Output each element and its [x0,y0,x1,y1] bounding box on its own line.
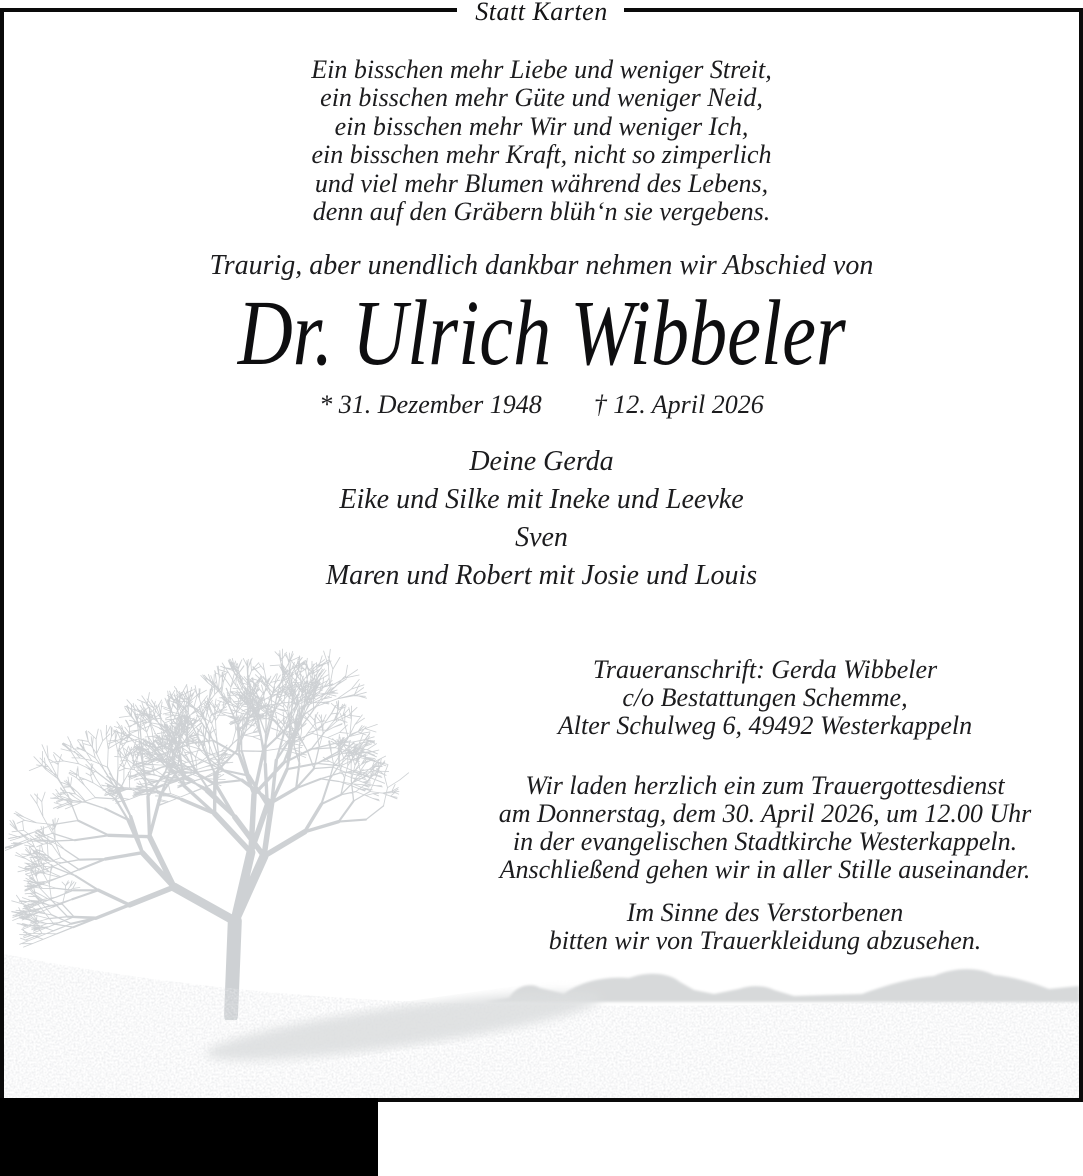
poem-line: Ein bisschen mehr Liebe und weniger Streit, [311,55,772,84]
poem [0,56,1083,226]
death-date: † 12. April 2026 [593,390,764,419]
service-line: in der evangelischen Stadtkirche Westerkappeln. [512,827,1018,856]
condolence-address [440,656,1083,740]
mourner-line: Sven [515,522,568,553]
attire-line: Im Sinne des Verstorbenen [626,898,904,927]
mourner-line: Deine Gerda [469,446,614,477]
poem-line: und viel mehr Blumen während des Lebens, [314,168,769,198]
service-line: Wir laden herzlich ein zum Trauergottesdienst [525,771,1005,800]
service-line: am Donnerstag, dem 30. April 2026, um 12.00 Uhr [498,799,1032,828]
bottom-redaction-bar [0,1098,378,1176]
attire-note [440,899,1083,955]
address-line: Traueranschrift: Gerda Wibbeler [592,655,938,684]
mourner-line: Maren und Robert mit Josie und Louis [325,560,758,591]
poem-line: denn auf den Gräbern blüh‘n sie vergebens. [312,197,771,227]
attire-line: bitten wir von Trauerkleidung abzusehen. [548,926,982,955]
header-label: Statt Karten [475,0,608,26]
birth-date: * 31. Dezember 1948 [319,390,542,419]
mourners-list [0,448,1083,600]
mourner-line: Eike und Silke mit Ineke und Leevke [339,484,744,515]
poem-line: ein bisschen mehr Wir und weniger Ich, [334,111,749,141]
service-line: Anschließend gehen wir in aller Stille auseinander. [499,855,1031,884]
meadow-field [4,954,1079,1098]
poem-line: ein bisschen mehr Güte und weniger Neid, [320,83,763,113]
deceased-name: Dr. Ulrich Wibbeler [237,282,846,385]
service-info [440,772,1083,884]
life-dates [0,390,1083,420]
address-line: Alter Schulweg 6, 49492 Westerkappeln [557,711,973,740]
address-line: c/o Bestattungen Schemme, [622,683,908,712]
farewell-intro: Traurig, aber unendlich dankbar nehmen wir Abschied von [209,250,874,281]
meadow-artwork [4,938,1079,1098]
poem-line: ein bisschen mehr Kraft, nicht so zimperlich [311,140,772,170]
